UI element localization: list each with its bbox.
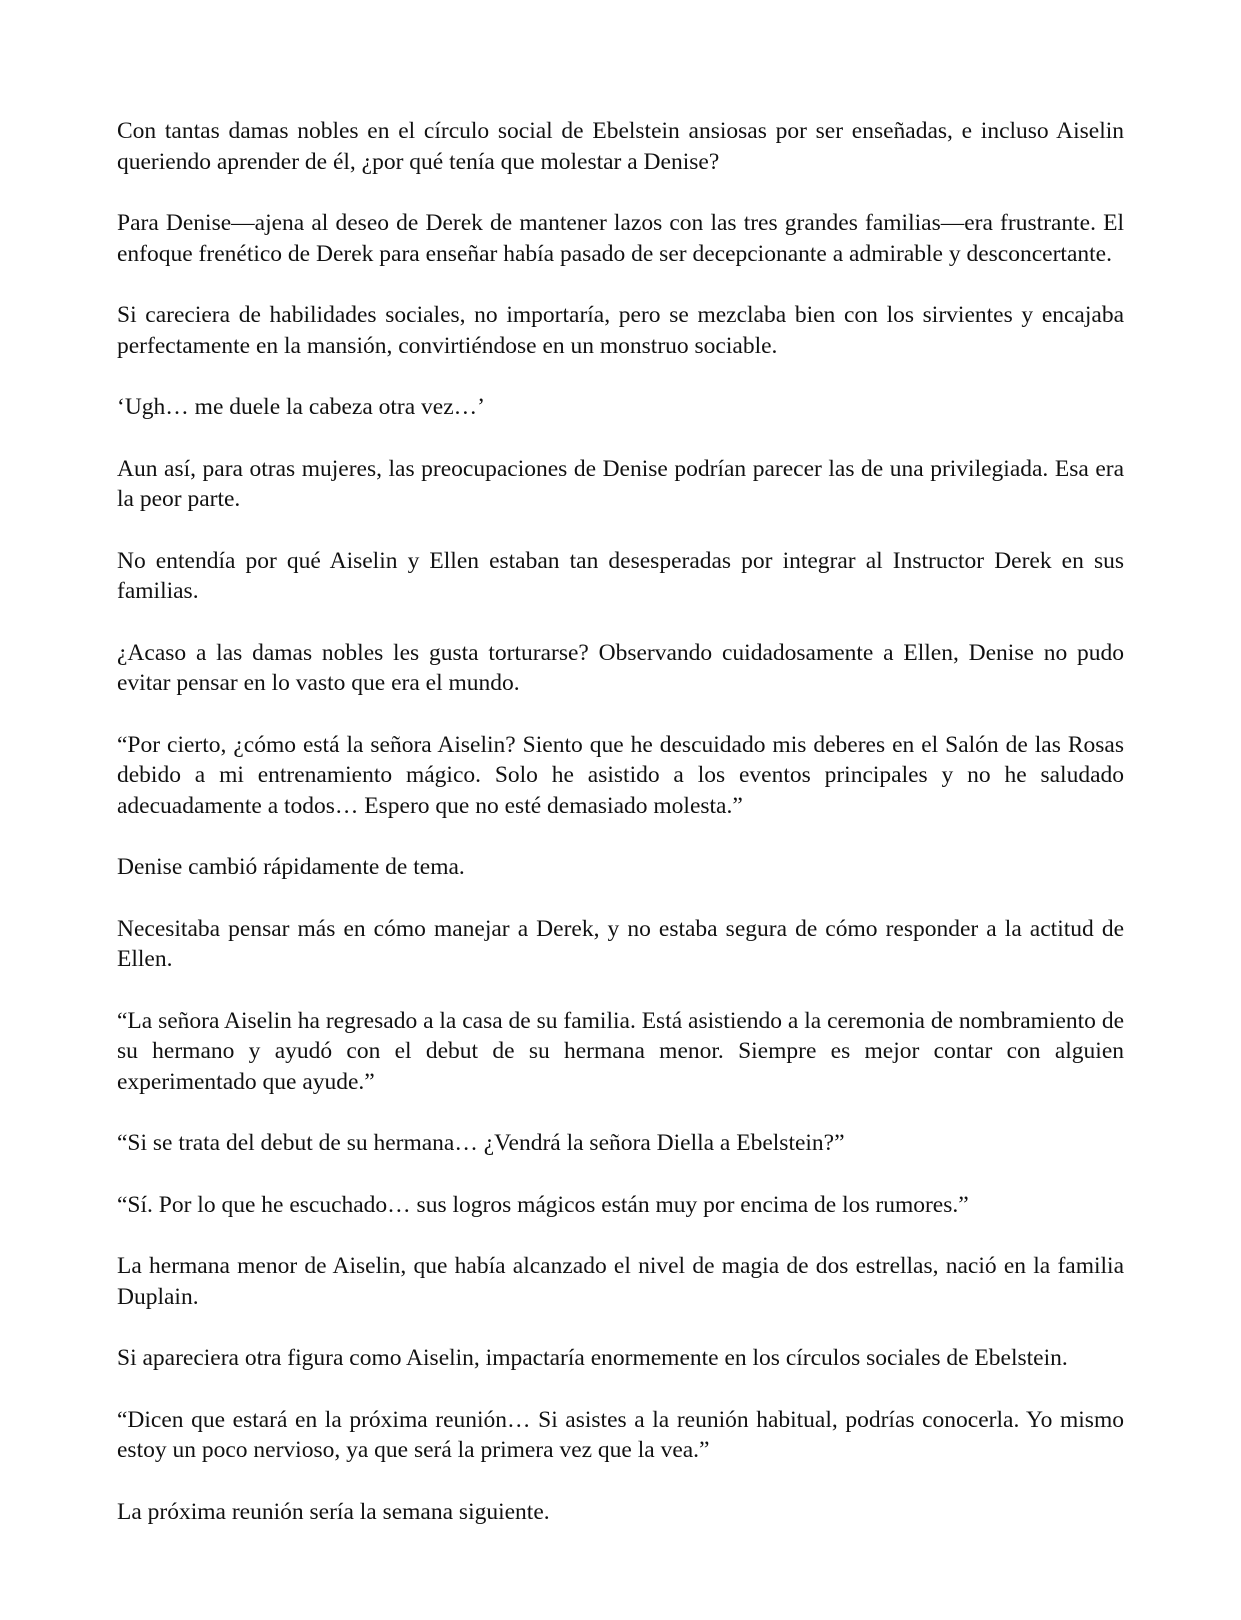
paragraph: “Dicen que estará en la próxima reunión… Si asistes a la reunión habitual, podrías conocerla. Yo mismo estoy un poco nervioso, ya que será la primera vez que la vea.” [117,1406,1124,1463]
paragraph: ‘Ugh… me duele la cabeza otra vez…’ [117,394,485,420]
paragraph: Aun así, para otras mujeres, las preocupaciones de Denise podrían parecer las de una privilegiada. Esa era la peor parte. [117,455,1124,512]
paragraph: Para Denise—ajena al deseo de Derek de mantener lazos con las tres grandes familias—era frustrante. El enfoque frenético de Derek para enseñar había pasado de ser decepcionante a admirable y desconcertante. [117,210,1124,267]
paragraph: “La señora Aiselin ha regresado a la casa de su familia. Está asistiendo a la ceremonia de nombramiento de su hermano y ayudó con el debut de su hermana menor. Siempre es mejor contar con alguien experimentado que ayude.” [117,1007,1124,1095]
paragraph: La próxima reunión sería la semana siguiente. [117,1498,550,1525]
paragraph: Necesitaba pensar más en cómo manejar a Derek, y no estaba segura de cómo responder a la actitud de Ellen. [117,915,1124,972]
paragraph: Con tantas damas nobles en el círculo social de Ebelstein ansiosas por ser enseñadas, e incluso Aiselin queriendo aprender de él, ¿por qué tenía que molestar a Denise? [117,118,1124,175]
paragraph: Si careciera de habilidades sociales, no importaría, pero se mezclaba bien con los sirvientes y encajaba perfectamente en la mansión, convirtiéndose en un monstruo sociable. [117,302,1124,359]
paragraph: No entendía por qué Aiselin y Ellen estaban tan desesperadas por integrar al Instructor Derek en sus familias. [117,547,1124,604]
paragraph: La hermana menor de Aiselin, que había alcanzado el nivel de magia de dos estrellas, nació en la familia Duplain. [117,1253,1124,1310]
paragraph: Si apareciera otra figura como Aiselin, impactaría enormemente en los círculos sociales de Ebelstein. [117,1345,1068,1371]
paragraph: Denise cambió rápidamente de tema. [117,854,465,880]
document-body [117,116,1124,1558]
paragraph: “Si se trata del debut de su hermana… ¿Vendrá la señora Diella a Ebelstein?” [117,1130,845,1156]
paragraph: ¿Acaso a las damas nobles les gusta torturarse? Observando cuidadosamente a Ellen, Denise no pudo evitar pensar en lo vasto que era el mundo. [117,639,1124,696]
paragraph: “Sí. Por lo que he escuchado… sus logros mágicos están muy por encima de los rumores.” [117,1191,969,1218]
paragraph: “Por cierto, ¿cómo está la señora Aiselin? Siento que he descuidado mis deberes en el Salón de las Rosas debido a mi entrenamiento mágico. Solo he asistido a los eventos principales y no he saludado adecuadamente a todos… Espero que no esté demasiado molesta.” [117,731,1124,819]
